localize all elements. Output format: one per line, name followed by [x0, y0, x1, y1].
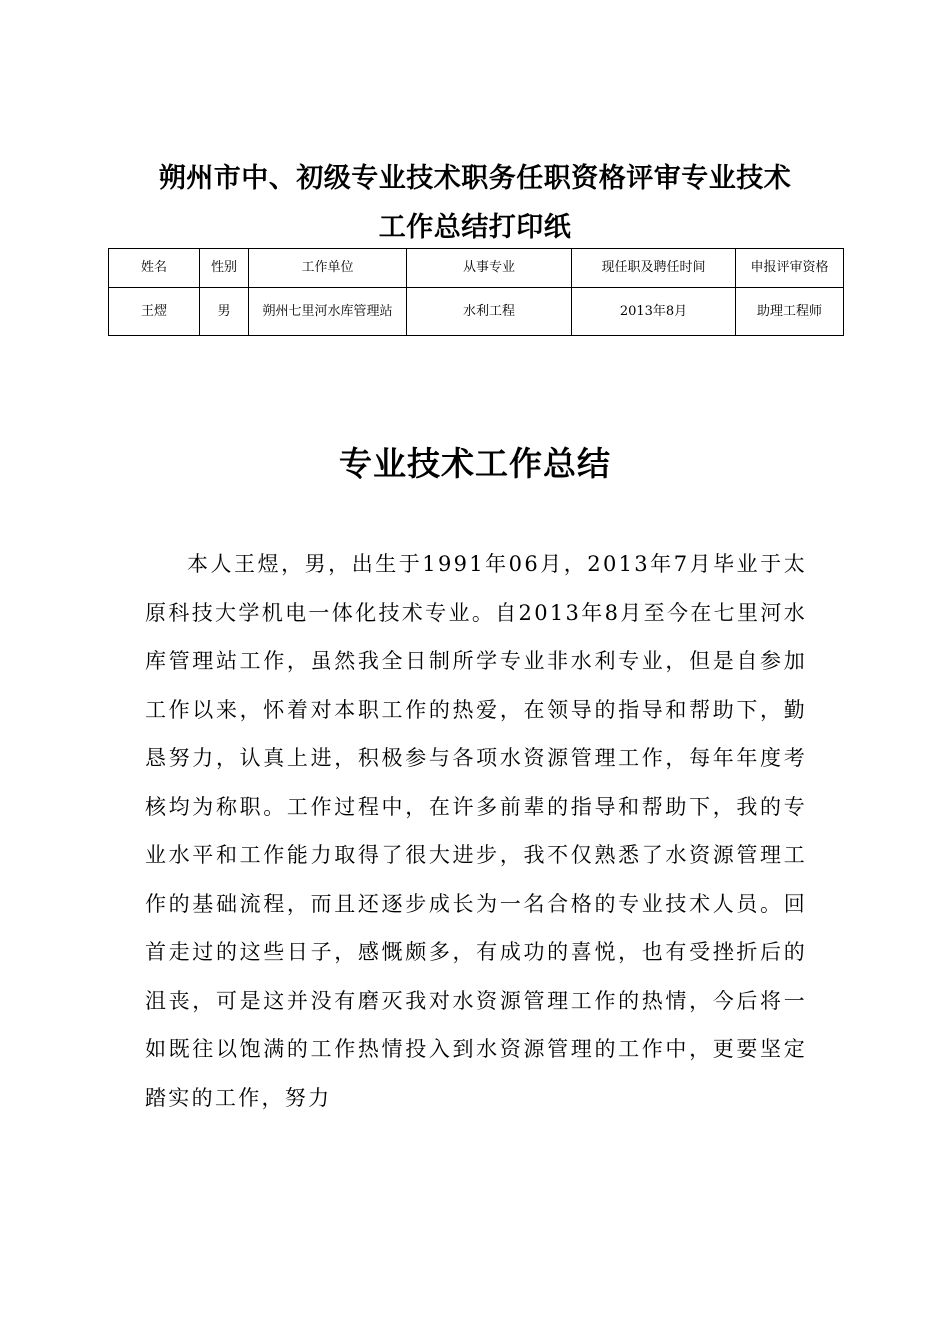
cell-major: 水利工程	[407, 288, 572, 336]
table-row	[109, 288, 844, 336]
cell-qualification: 助理工程师	[736, 288, 844, 336]
document-title-line-2: 工作总结打印纸	[378, 212, 572, 243]
cell-position-date: 2013年8月	[572, 288, 736, 336]
header-cell-qualification: 申报评审资格	[736, 249, 844, 288]
cell-gender: 男	[200, 288, 249, 336]
cell-name: 王熤	[109, 288, 200, 336]
header-cell-gender: 性别	[200, 249, 249, 288]
header-cell-major: 从事专业	[407, 249, 572, 288]
table-header-row	[109, 249, 844, 288]
applicant-info-table	[108, 248, 844, 336]
document-title-line-1: 朔州市中、初级专业技术职务任职资格评审专业技术	[158, 163, 792, 194]
cell-workplace: 朔州七里河水库管理站	[249, 288, 407, 336]
header-cell-name: 姓名	[109, 249, 200, 288]
header-cell-position-date: 现任职及聘任时间	[572, 249, 736, 288]
section-title: 专业技术工作总结	[339, 444, 611, 483]
summary-paragraph: 本人王煜，男，出生于1991年06月，2013年7月毕业于太原科技大学机电一体化技术专业。自2013年8月至今在七里河水库管理站工作，虽然我全日制所学专业非水利专业，但是自参加工作以来，怀着对本职工作的热爱，在领导的指导和帮助下，勤恳努力，认真上进，积极参与各项水资源管理工作，每年年度考核均为称职。工作过程中，在许多前辈的指导和帮助下，我的专业水平和工作能力取得了很大进步，我不仅熟悉了水资源管理工作的基础流程，而且还逐步成长为一名合格的专业技术人员。回首走过的这些日子，感慨颇多，有成功的喜悦，也有受挫折后的沮丧，可是这并没有磨灭我对水资源管理工作的热情，今后将一如既往以饱满的工作热情投入到水资源管理的工作中，更要坚定踏实的工作，努力	[145, 552, 807, 1110]
header-cell-workplace: 工作单位	[249, 249, 407, 288]
